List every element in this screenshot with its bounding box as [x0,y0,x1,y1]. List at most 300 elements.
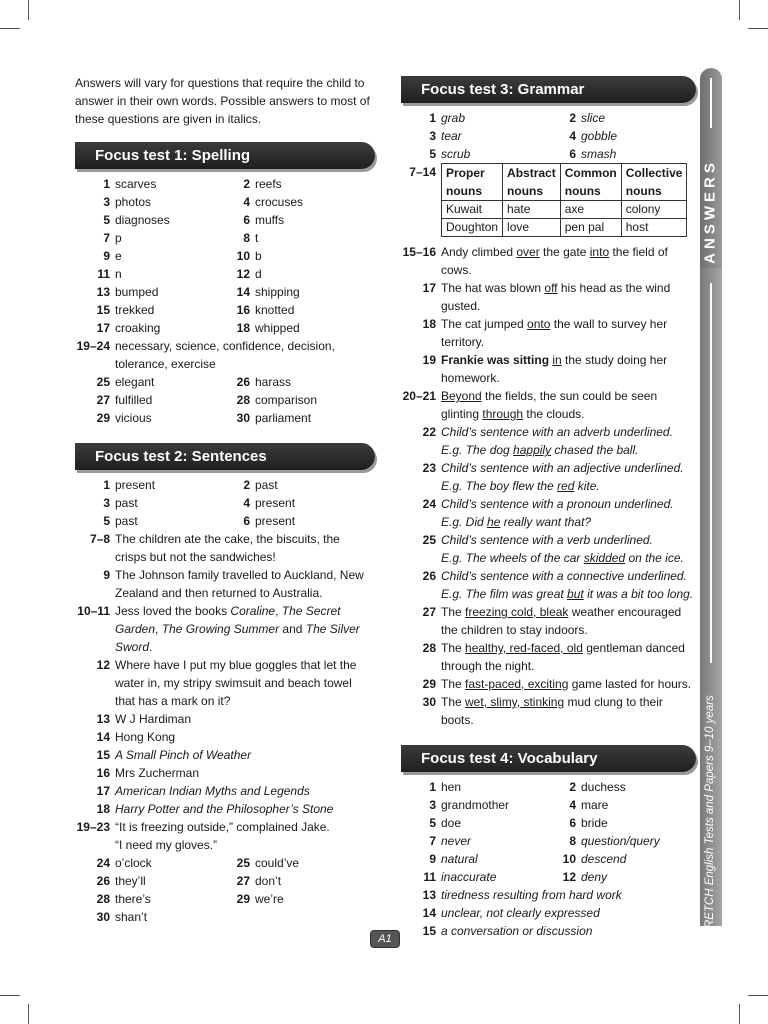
answers-sidebar [700,68,724,973]
answer-text: scarves [115,177,157,191]
answer-text: d [255,267,262,281]
answer-number: 27 [236,874,250,888]
answer-item [401,315,696,351]
answer-text: natural [441,852,478,866]
answer-number: 15 [96,748,110,762]
spelling-answers [75,175,375,427]
answer-number: 28 [236,393,250,407]
answer-text: never [441,834,472,848]
answer-row [75,494,375,512]
answer-number: 10–11 [77,604,110,618]
answer-text: crocuses [255,195,304,209]
answer-item [401,796,541,814]
answer-number: 9 [103,568,110,582]
answer-item [75,908,375,926]
answer-number: 1 [103,478,110,492]
answer-number: 1 [429,780,436,794]
answer-item [541,814,691,832]
answer-number: 25 [96,375,110,389]
answer-text: Where have I put my blue goggles that let the water in, my stripy swimsuit and beach towel that has a mark on it? [115,658,357,708]
answer-number: 19 [422,353,436,367]
answer-text: The Johnson family travelled to Auckland, New Zealand and then returned to Australia. [115,568,364,600]
answer-number: 2 [569,111,576,125]
answer-number: 30 [236,411,250,425]
table-cell: Doughton [442,219,503,237]
answer-text: n [115,267,122,281]
answer-row [75,247,375,265]
answer-item [215,175,365,193]
answer-item [401,778,541,796]
answer-number: 14 [96,730,110,744]
answer-text: present [255,514,296,528]
answer-item [401,531,696,567]
answer-number: 4 [569,129,576,143]
answer-text: “It is freezing outside,” complained Jake. “I need my gloves.” [115,820,330,852]
table-header: Proper nouns [442,164,503,201]
answer-item [75,476,215,494]
answer-number: 13 [96,285,110,299]
answer-text: Child’s sentence with a pronoun underlined. E.g. Did he really want that? [441,497,674,529]
table-row [442,219,687,237]
answer-text: t [255,231,259,245]
answer-text: past [115,496,138,510]
answer-number: 11 [423,870,436,884]
answer-number: 17 [422,281,436,295]
answer-item [75,746,375,764]
sidebar-rule [710,283,712,663]
crop-mark [739,1004,740,1024]
table-cell: love [503,219,561,237]
table-header: Collective nouns [621,164,687,201]
answer-item [541,778,691,796]
answer-item [401,868,541,886]
answer-text: elegant [115,375,155,389]
answer-text: The fast-paced, exciting game lasted for hours. [441,677,692,691]
page-number: A1 [370,930,400,948]
sidebar-title: ANSWERS [701,159,719,264]
answer-text: Jess loved the books Coraline, The Secret Garden, The Growing Summer and The Silver Sword. [115,604,360,654]
answer-text: bride [581,816,608,830]
answer-item [215,301,365,319]
answer-number: 3 [103,496,110,510]
sentences-answers [75,476,375,926]
answer-row [75,391,375,409]
answer-text: The cat jumped onto the wall to survey her territory. [441,317,668,349]
answer-text: Andy climbed over the gate into the field of cows. [441,245,668,277]
answer-number: 28 [96,892,110,906]
answer-row [401,127,696,145]
answer-number: 2 [243,478,250,492]
answer-number: 3 [429,798,436,812]
answer-number: 3 [103,195,110,209]
answer-row [401,868,696,886]
answer-text: diagnoses [115,213,170,227]
answer-item [541,832,691,850]
answer-item [215,494,365,512]
answer-item [75,319,215,337]
answer-row [75,890,375,908]
answer-text: gobble [581,129,618,143]
answer-item [401,351,696,387]
answer-text: o’clock [115,856,152,870]
answer-number: 6 [569,816,576,830]
answer-text: Child’s sentence with an adjective underlined. E.g. The boy flew the red kite. [441,461,684,493]
answer-text: croaking [115,321,161,335]
answer-text: question/query [581,834,660,848]
answer-number: 7–14 [409,165,436,179]
answer-item [75,265,215,283]
answer-text: b [255,249,262,263]
crop-mark [0,995,20,996]
answer-number: 12 [562,870,576,884]
crop-mark [0,28,20,29]
answer-number: 27 [422,605,436,619]
answer-number: 10 [562,852,576,866]
answer-item [401,922,696,940]
answer-text: Child’s sentence with a verb underlined. E.g. The wheels of the car skidded on the ice. [441,533,684,565]
answer-item [75,782,375,800]
answer-item [401,279,696,315]
answer-text: Beyond the fields, the sun could be seen glinting through the clouds. [441,389,658,421]
answer-item [541,109,691,127]
table-cell: Kuwait [442,201,503,219]
answer-number: 14 [422,906,436,920]
answer-number: 29 [236,892,250,906]
table-cell: hate [503,201,561,219]
answer-number: 25 [236,856,250,870]
answer-number: 8 [243,231,250,245]
answer-text: The healthy, red-faced, old gentleman danced through the night. [441,641,685,673]
crop-mark [739,0,740,20]
answer-text: tiredness resulting from hard work [441,888,622,902]
answer-number: 5 [429,147,436,161]
answer-text: present [115,478,156,492]
sentences-banner: Focus test 2: Sentences [75,443,375,470]
answer-row [75,283,375,301]
answer-number: 17 [96,321,110,335]
answer-row [401,814,696,832]
answer-text: there’s [115,892,151,906]
answer-row [75,229,375,247]
answer-number: 29 [422,677,436,691]
answer-item [75,373,215,391]
right-column [401,76,696,940]
answer-item [215,283,365,301]
answer-item [215,409,365,427]
answer-item [75,211,215,229]
answer-item [541,145,691,163]
answer-item [401,459,696,495]
table-header: Common nouns [560,164,621,201]
answer-row [75,872,375,890]
answer-text: unclear, not clearly expressed [441,906,600,920]
answer-item [75,229,215,247]
answer-text: shan’t [115,910,148,924]
answer-item [401,886,696,904]
answer-item [401,567,696,603]
answer-text: shipping [255,285,300,299]
answer-item [75,800,375,818]
answer-item [401,243,696,279]
answer-row [75,265,375,283]
answer-item [215,211,365,229]
answer-item [215,854,365,872]
answer-row [75,301,375,319]
answer-text: scrub [441,147,471,161]
answer-text: Child’s sentence with a connective underlined. E.g. The film was great but it was a bit too long. [441,569,694,601]
answer-item [215,319,365,337]
answer-item [75,301,215,319]
answer-number: 18 [422,317,436,331]
answer-text: reefs [255,177,282,191]
answer-number: 12 [236,267,250,281]
answer-row [401,832,696,850]
answer-item [401,387,696,423]
answer-text: we’re [255,892,284,906]
table-cell: axe [560,201,621,219]
answer-number: 19–24 [76,339,110,353]
answer-item [75,728,375,746]
answer-item [75,337,375,373]
answer-number: 25 [422,533,436,547]
answer-item [75,872,215,890]
answer-text: necessary, science, confidence, decision, tolerance, exercise [115,339,335,371]
answer-text: Harry Potter and the Philosopher’s Stone [115,802,334,816]
answer-item [401,814,541,832]
answer-number: 11 [97,267,110,281]
answer-text: p [115,231,122,245]
intro-text: Answers will vary for questions that require the child to answer in their own words. Possible answers to most of these questions are given in italics. [75,76,370,126]
answer-number: 1 [103,177,110,191]
answer-item [401,675,696,693]
answer-number: 30 [422,695,436,709]
answer-text: The freezing cold, bleak weather encouraged the children to stay indoors. [441,605,682,637]
answer-number: 5 [103,213,110,227]
answer-number: 26 [96,874,110,888]
grammar-banner: Focus test 3: Grammar [401,76,696,103]
answer-text: past [115,514,138,528]
answer-row [401,778,696,796]
answer-number: 14 [236,285,250,299]
answer-text: present [255,496,296,510]
vocabulary-answers [401,778,696,940]
answer-item [401,423,696,459]
answer-item [401,495,696,531]
answer-item [401,109,541,127]
answer-row [75,476,375,494]
answer-row [401,796,696,814]
answer-text: vicious [115,411,152,425]
answer-number: 15–16 [402,245,436,259]
answer-text: e [115,249,122,263]
answer-number: 4 [243,496,250,510]
answer-text: W J Hardiman [115,712,192,726]
answer-number: 4 [569,798,576,812]
answer-number: 6 [243,514,250,528]
answer-number: 18 [236,321,250,335]
answer-text: Mrs Zucherman [115,766,200,780]
table-row [442,201,687,219]
answer-number: 22 [422,425,436,439]
answer-number: 29 [96,411,110,425]
answer-number: 18 [96,802,110,816]
answer-item [215,890,365,908]
vocabulary-banner: Focus test 4: Vocabulary [401,745,696,772]
spelling-banner: Focus test 1: Spelling [75,142,375,169]
crop-mark [748,28,768,29]
answer-number: 26 [236,375,250,389]
answer-text: could’ve [255,856,300,870]
answer-number: 13 [422,888,436,902]
answer-item [401,850,541,868]
answer-number: 30 [96,910,110,924]
sidebar-rule [710,78,712,128]
answer-item [75,710,375,728]
answer-item [541,796,691,814]
answer-item [75,890,215,908]
answer-row [401,109,696,127]
answer-item [401,639,696,675]
answer-number: 2 [569,780,576,794]
answer-number: 3 [429,129,436,143]
answer-item [75,818,375,854]
answer-text: harass [255,375,292,389]
answer-item [215,265,365,283]
answer-text: A Small Pinch of Weather [115,748,252,762]
sidebar-book-title: Bond STRETCH English Tests and Papers 9–10 years [704,695,716,973]
answer-item [215,512,365,530]
answer-row [75,512,375,530]
answer-text: fulfilled [115,393,153,407]
answer-number: 8 [569,834,576,848]
answer-item [541,850,691,868]
answer-row [401,850,696,868]
answer-text: duchess [581,780,626,794]
crop-mark [28,1004,29,1024]
answer-item [75,512,215,530]
answer-item [401,145,541,163]
answer-text: Frankie was sitting in the study doing her homework. [441,353,668,385]
answer-text: slice [581,111,606,125]
answer-text: photos [115,195,152,209]
answer-text: The hat was blown off his head as the wind gusted. [441,281,671,313]
answer-number: 15 [422,924,436,938]
answer-row [75,373,375,391]
answer-item [75,656,375,710]
answer-item [401,832,541,850]
answer-item [215,476,365,494]
answer-item [401,693,696,729]
answer-text: tear [441,129,462,143]
answer-item [75,391,215,409]
answer-text: past [255,478,278,492]
answer-text: knotted [255,303,295,317]
answer-row [75,211,375,229]
answer-row [401,145,696,163]
left-column [75,74,375,926]
answer-number: 16 [96,766,110,780]
answer-number: 20–21 [402,389,436,403]
answer-text: grab [441,111,466,125]
answer-number: 27 [96,393,110,407]
answer-item [541,868,691,886]
answer-text: grandmother [441,798,510,812]
answer-row [75,193,375,211]
answer-item [541,127,691,145]
answer-text: smash [581,147,617,161]
answer-item [75,494,215,512]
table-cell: host [621,219,687,237]
answer-text: a conversation or discussion [441,924,593,938]
answer-item [75,764,375,782]
answer-text: deny [581,870,608,884]
answer-row [75,175,375,193]
answer-number: 16 [236,303,250,317]
answer-text: Hong Kong [115,730,176,744]
answer-number: 6 [243,213,250,227]
answer-item [401,127,541,145]
answer-text: hen [441,780,462,794]
answer-text: comparison [255,393,318,407]
answer-item [215,193,365,211]
answer-number: 15 [96,303,110,317]
answer-number: 7 [103,231,110,245]
answer-text: muffs [255,213,285,227]
table-header: Abstract nouns [503,164,561,201]
answer-item [401,603,696,639]
answer-item [75,175,215,193]
answer-item [401,904,696,922]
answer-row [75,854,375,872]
answer-number: 7 [429,834,436,848]
answer-number: 7–8 [89,532,110,546]
answer-number: 26 [422,569,436,583]
table-cell: colony [621,201,687,219]
answer-item [215,229,365,247]
answer-number: 24 [422,497,436,511]
answer-item [75,566,375,602]
answer-text: The children ate the cake, the biscuits, the crisps but not the sandwiches! [115,532,340,564]
answer-text: don’t [255,874,282,888]
answer-row [75,319,375,337]
answer-number: 28 [422,641,436,655]
answer-item [75,247,215,265]
answer-text: mare [581,798,609,812]
answer-number: 2 [243,177,250,191]
noun-table [441,163,687,237]
answer-item [215,373,365,391]
answer-text: inaccurate [441,870,497,884]
table-cell: pen pal [560,219,621,237]
answer-item [75,283,215,301]
answer-number: 17 [96,784,110,798]
answer-item [215,391,365,409]
answer-item [75,409,215,427]
answer-item [75,602,375,656]
answer-text: descend [581,852,627,866]
answer-text: bumped [115,285,159,299]
answer-item [401,163,696,237]
answer-number: 9 [103,249,110,263]
answer-item [215,872,365,890]
answer-row [75,409,375,427]
answer-item [215,247,365,265]
answer-text: American Indian Myths and Legends [115,784,310,798]
answer-number: 5 [429,816,436,830]
answer-text: doe [441,816,462,830]
answer-number: 12 [96,658,110,672]
answer-number: 1 [429,111,436,125]
